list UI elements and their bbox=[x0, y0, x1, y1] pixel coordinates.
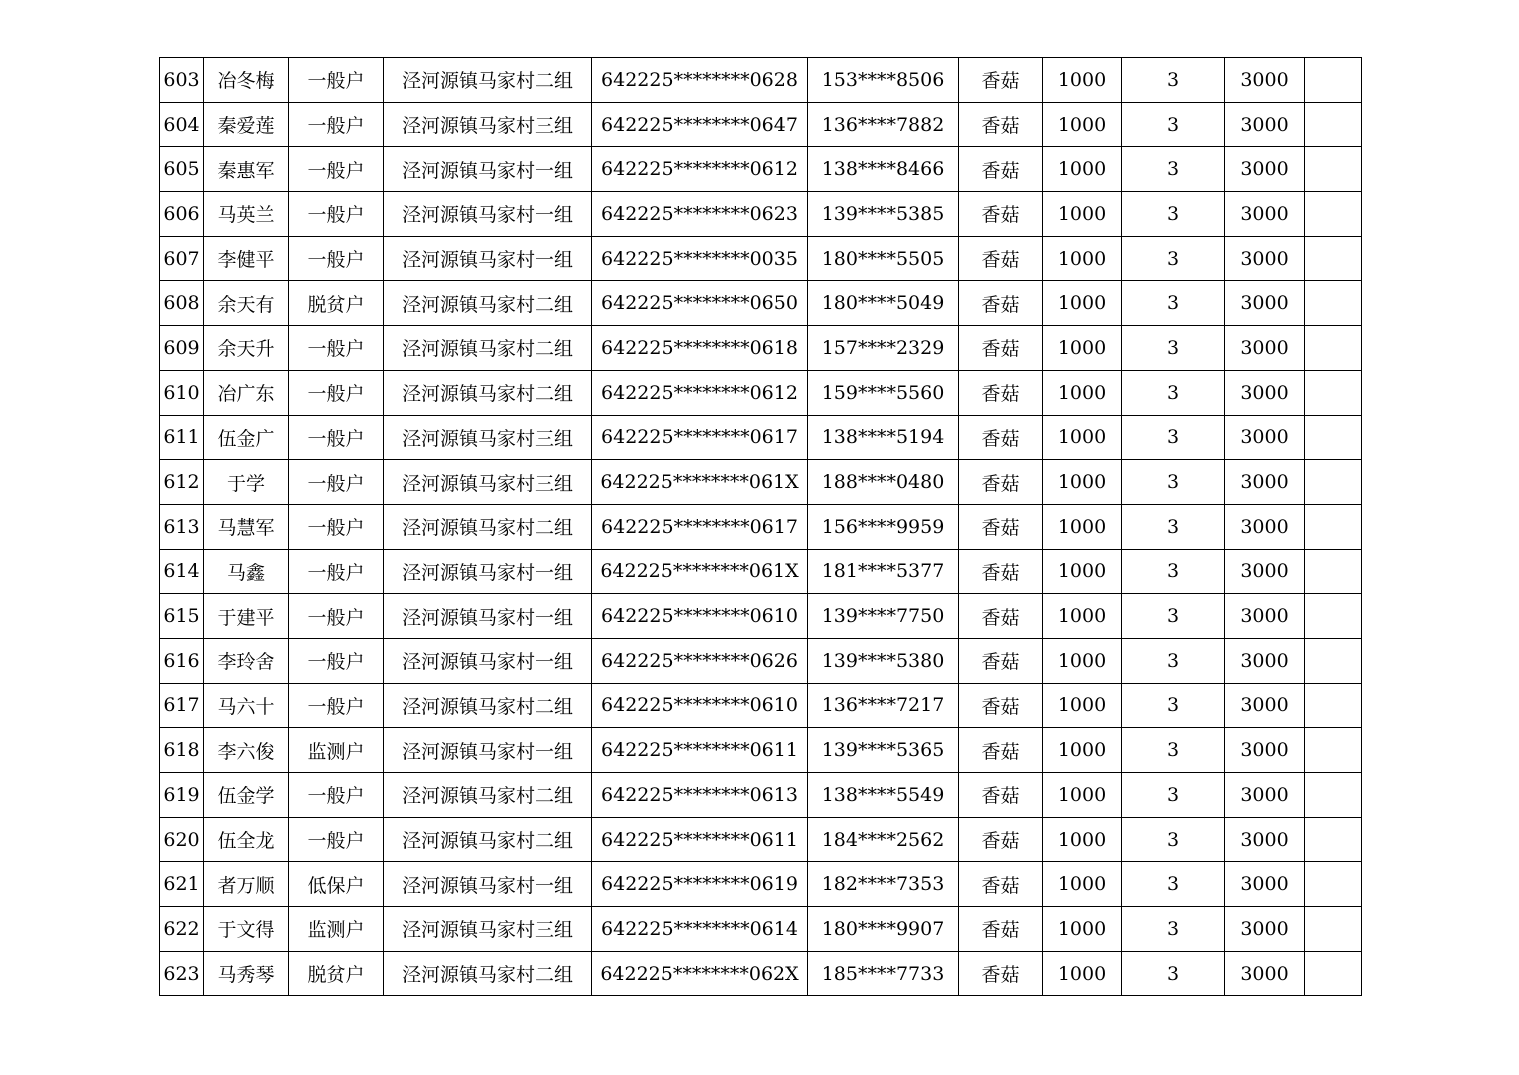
name-cell: 马秀琴 bbox=[204, 951, 289, 996]
total-cell: 3000 bbox=[1225, 58, 1305, 103]
table-row bbox=[160, 594, 1362, 639]
remarks-cell bbox=[1305, 58, 1362, 103]
household-type-cell: 一般户 bbox=[289, 102, 384, 147]
quantity-cell: 1000 bbox=[1043, 58, 1122, 103]
unit-price-cell: 3 bbox=[1122, 281, 1225, 326]
row-number-cell: 623 bbox=[160, 951, 204, 996]
id-number-cell: 642225********062X bbox=[592, 951, 808, 996]
remarks-cell bbox=[1305, 907, 1362, 952]
table-row bbox=[160, 102, 1362, 147]
name-cell: 伍金学 bbox=[204, 773, 289, 818]
quantity-cell: 1000 bbox=[1043, 370, 1122, 415]
phone-cell: 157****2329 bbox=[808, 326, 959, 371]
row-number-cell: 614 bbox=[160, 549, 204, 594]
address-cell: 泾河源镇马家村一组 bbox=[384, 236, 592, 281]
total-cell: 3000 bbox=[1225, 326, 1305, 371]
quantity-cell: 1000 bbox=[1043, 594, 1122, 639]
table-row bbox=[160, 460, 1362, 505]
remarks-cell bbox=[1305, 594, 1362, 639]
household-type-cell: 一般户 bbox=[289, 638, 384, 683]
remarks-cell bbox=[1305, 638, 1362, 683]
remarks-cell bbox=[1305, 817, 1362, 862]
phone-cell: 188****0480 bbox=[808, 460, 959, 505]
total-cell: 3000 bbox=[1225, 370, 1305, 415]
name-cell: 伍全龙 bbox=[204, 817, 289, 862]
address-cell: 泾河源镇马家村二组 bbox=[384, 281, 592, 326]
quantity-cell: 1000 bbox=[1043, 638, 1122, 683]
phone-cell: 181****5377 bbox=[808, 549, 959, 594]
phone-cell: 180****5505 bbox=[808, 236, 959, 281]
remarks-cell bbox=[1305, 415, 1362, 460]
table-row bbox=[160, 192, 1362, 237]
name-cell: 余天有 bbox=[204, 281, 289, 326]
crop-cell: 香菇 bbox=[959, 326, 1043, 371]
quantity-cell: 1000 bbox=[1043, 862, 1122, 907]
unit-price-cell: 3 bbox=[1122, 326, 1225, 371]
total-cell: 3000 bbox=[1225, 638, 1305, 683]
quantity-cell: 1000 bbox=[1043, 907, 1122, 952]
remarks-cell bbox=[1305, 773, 1362, 818]
table-row bbox=[160, 683, 1362, 728]
table-row bbox=[160, 326, 1362, 371]
remarks-cell bbox=[1305, 102, 1362, 147]
address-cell: 泾河源镇马家村一组 bbox=[384, 638, 592, 683]
id-number-cell: 642225********0610 bbox=[592, 594, 808, 639]
address-cell: 泾河源镇马家村二组 bbox=[384, 773, 592, 818]
name-cell: 秦惠军 bbox=[204, 147, 289, 192]
quantity-cell: 1000 bbox=[1043, 281, 1122, 326]
household-type-cell: 一般户 bbox=[289, 236, 384, 281]
row-number-cell: 607 bbox=[160, 236, 204, 281]
remarks-cell bbox=[1305, 504, 1362, 549]
id-number-cell: 642225********0617 bbox=[592, 415, 808, 460]
household-type-cell: 一般户 bbox=[289, 460, 384, 505]
table-row bbox=[160, 281, 1362, 326]
row-number-cell: 622 bbox=[160, 907, 204, 952]
id-number-cell: 642225********0623 bbox=[592, 192, 808, 237]
phone-cell: 156****9959 bbox=[808, 504, 959, 549]
id-number-cell: 642225********0617 bbox=[592, 504, 808, 549]
household-type-cell: 一般户 bbox=[289, 326, 384, 371]
address-cell: 泾河源镇马家村三组 bbox=[384, 907, 592, 952]
id-number-cell: 642225********0618 bbox=[592, 326, 808, 371]
household-type-cell: 一般户 bbox=[289, 192, 384, 237]
unit-price-cell: 3 bbox=[1122, 415, 1225, 460]
table-row bbox=[160, 817, 1362, 862]
household-type-cell: 一般户 bbox=[289, 683, 384, 728]
table-row bbox=[160, 236, 1362, 281]
crop-cell: 香菇 bbox=[959, 236, 1043, 281]
quantity-cell: 1000 bbox=[1043, 415, 1122, 460]
address-cell: 泾河源镇马家村一组 bbox=[384, 192, 592, 237]
crop-cell: 香菇 bbox=[959, 460, 1043, 505]
total-cell: 3000 bbox=[1225, 549, 1305, 594]
household-type-cell: 一般户 bbox=[289, 504, 384, 549]
remarks-cell bbox=[1305, 147, 1362, 192]
quantity-cell: 1000 bbox=[1043, 728, 1122, 773]
household-type-cell: 一般户 bbox=[289, 58, 384, 103]
row-number-cell: 613 bbox=[160, 504, 204, 549]
address-cell: 泾河源镇马家村一组 bbox=[384, 147, 592, 192]
crop-cell: 香菇 bbox=[959, 773, 1043, 818]
row-number-cell: 615 bbox=[160, 594, 204, 639]
phone-cell: 138****5549 bbox=[808, 773, 959, 818]
row-number-cell: 616 bbox=[160, 638, 204, 683]
remarks-cell bbox=[1305, 281, 1362, 326]
quantity-cell: 1000 bbox=[1043, 192, 1122, 237]
total-cell: 3000 bbox=[1225, 683, 1305, 728]
table-row bbox=[160, 638, 1362, 683]
total-cell: 3000 bbox=[1225, 504, 1305, 549]
total-cell: 3000 bbox=[1225, 102, 1305, 147]
quantity-cell: 1000 bbox=[1043, 549, 1122, 594]
crop-cell: 香菇 bbox=[959, 683, 1043, 728]
quantity-cell: 1000 bbox=[1043, 147, 1122, 192]
remarks-cell bbox=[1305, 326, 1362, 371]
remarks-cell bbox=[1305, 236, 1362, 281]
address-cell: 泾河源镇马家村一组 bbox=[384, 728, 592, 773]
phone-cell: 139****7750 bbox=[808, 594, 959, 639]
row-number-cell: 604 bbox=[160, 102, 204, 147]
name-cell: 伍金广 bbox=[204, 415, 289, 460]
household-type-cell: 一般户 bbox=[289, 773, 384, 818]
household-type-cell: 一般户 bbox=[289, 147, 384, 192]
remarks-cell bbox=[1305, 549, 1362, 594]
row-number-cell: 611 bbox=[160, 415, 204, 460]
table-row bbox=[160, 862, 1362, 907]
phone-cell: 138****5194 bbox=[808, 415, 959, 460]
quantity-cell: 1000 bbox=[1043, 504, 1122, 549]
name-cell: 李玲舍 bbox=[204, 638, 289, 683]
row-number-cell: 619 bbox=[160, 773, 204, 818]
table-row bbox=[160, 951, 1362, 996]
total-cell: 3000 bbox=[1225, 773, 1305, 818]
name-cell: 马英兰 bbox=[204, 192, 289, 237]
table-row bbox=[160, 907, 1362, 952]
crop-cell: 香菇 bbox=[959, 728, 1043, 773]
id-number-cell: 642225********0610 bbox=[592, 683, 808, 728]
id-number-cell: 642225********0613 bbox=[592, 773, 808, 818]
crop-cell: 香菇 bbox=[959, 281, 1043, 326]
remarks-cell bbox=[1305, 370, 1362, 415]
row-number-cell: 609 bbox=[160, 326, 204, 371]
quantity-cell: 1000 bbox=[1043, 102, 1122, 147]
id-number-cell: 642225********061X bbox=[592, 460, 808, 505]
quantity-cell: 1000 bbox=[1043, 817, 1122, 862]
name-cell: 秦爱莲 bbox=[204, 102, 289, 147]
name-cell: 马慧军 bbox=[204, 504, 289, 549]
id-number-cell: 642225********0626 bbox=[592, 638, 808, 683]
name-cell: 李健平 bbox=[204, 236, 289, 281]
phone-cell: 159****5560 bbox=[808, 370, 959, 415]
unit-price-cell: 3 bbox=[1122, 504, 1225, 549]
id-number-cell: 642225********0614 bbox=[592, 907, 808, 952]
total-cell: 3000 bbox=[1225, 415, 1305, 460]
address-cell: 泾河源镇马家村二组 bbox=[384, 370, 592, 415]
name-cell: 于文得 bbox=[204, 907, 289, 952]
id-number-cell: 642225********0647 bbox=[592, 102, 808, 147]
quantity-cell: 1000 bbox=[1043, 460, 1122, 505]
crop-cell: 香菇 bbox=[959, 594, 1043, 639]
crop-cell: 香菇 bbox=[959, 58, 1043, 103]
address-cell: 泾河源镇马家村三组 bbox=[384, 460, 592, 505]
unit-price-cell: 3 bbox=[1122, 638, 1225, 683]
crop-cell: 香菇 bbox=[959, 370, 1043, 415]
household-type-cell: 监测户 bbox=[289, 907, 384, 952]
household-type-cell: 一般户 bbox=[289, 817, 384, 862]
id-number-cell: 642225********0619 bbox=[592, 862, 808, 907]
name-cell: 于学 bbox=[204, 460, 289, 505]
row-number-cell: 618 bbox=[160, 728, 204, 773]
phone-cell: 180****5049 bbox=[808, 281, 959, 326]
id-number-cell: 642225********0612 bbox=[592, 147, 808, 192]
crop-cell: 香菇 bbox=[959, 415, 1043, 460]
table-row bbox=[160, 773, 1362, 818]
quantity-cell: 1000 bbox=[1043, 236, 1122, 281]
phone-cell: 184****2562 bbox=[808, 817, 959, 862]
unit-price-cell: 3 bbox=[1122, 728, 1225, 773]
quantity-cell: 1000 bbox=[1043, 326, 1122, 371]
address-cell: 泾河源镇马家村二组 bbox=[384, 817, 592, 862]
id-number-cell: 642225********0650 bbox=[592, 281, 808, 326]
total-cell: 3000 bbox=[1225, 281, 1305, 326]
crop-cell: 香菇 bbox=[959, 907, 1043, 952]
beneficiary-table bbox=[159, 57, 1362, 996]
name-cell: 马六十 bbox=[204, 683, 289, 728]
table-body bbox=[160, 58, 1362, 996]
phone-cell: 139****5385 bbox=[808, 192, 959, 237]
unit-price-cell: 3 bbox=[1122, 549, 1225, 594]
total-cell: 3000 bbox=[1225, 951, 1305, 996]
unit-price-cell: 3 bbox=[1122, 236, 1225, 281]
household-type-cell: 一般户 bbox=[289, 370, 384, 415]
unit-price-cell: 3 bbox=[1122, 58, 1225, 103]
phone-cell: 139****5365 bbox=[808, 728, 959, 773]
crop-cell: 香菇 bbox=[959, 862, 1043, 907]
id-number-cell: 642225********0035 bbox=[592, 236, 808, 281]
id-number-cell: 642225********0611 bbox=[592, 728, 808, 773]
phone-cell: 182****7353 bbox=[808, 862, 959, 907]
unit-price-cell: 3 bbox=[1122, 460, 1225, 505]
phone-cell: 136****7217 bbox=[808, 683, 959, 728]
name-cell: 于建平 bbox=[204, 594, 289, 639]
household-type-cell: 一般户 bbox=[289, 415, 384, 460]
address-cell: 泾河源镇马家村一组 bbox=[384, 594, 592, 639]
unit-price-cell: 3 bbox=[1122, 951, 1225, 996]
total-cell: 3000 bbox=[1225, 460, 1305, 505]
remarks-cell bbox=[1305, 951, 1362, 996]
id-number-cell: 642225********061X bbox=[592, 549, 808, 594]
unit-price-cell: 3 bbox=[1122, 862, 1225, 907]
table-row bbox=[160, 549, 1362, 594]
address-cell: 泾河源镇马家村二组 bbox=[384, 951, 592, 996]
id-number-cell: 642225********0628 bbox=[592, 58, 808, 103]
address-cell: 泾河源镇马家村二组 bbox=[384, 58, 592, 103]
unit-price-cell: 3 bbox=[1122, 683, 1225, 728]
quantity-cell: 1000 bbox=[1043, 773, 1122, 818]
crop-cell: 香菇 bbox=[959, 504, 1043, 549]
row-number-cell: 606 bbox=[160, 192, 204, 237]
quantity-cell: 1000 bbox=[1043, 951, 1122, 996]
table-row bbox=[160, 147, 1362, 192]
total-cell: 3000 bbox=[1225, 594, 1305, 639]
remarks-cell bbox=[1305, 728, 1362, 773]
phone-cell: 139****5380 bbox=[808, 638, 959, 683]
household-type-cell: 监测户 bbox=[289, 728, 384, 773]
address-cell: 泾河源镇马家村一组 bbox=[384, 862, 592, 907]
unit-price-cell: 3 bbox=[1122, 817, 1225, 862]
crop-cell: 香菇 bbox=[959, 192, 1043, 237]
name-cell: 余天升 bbox=[204, 326, 289, 371]
address-cell: 泾河源镇马家村二组 bbox=[384, 504, 592, 549]
household-type-cell: 脱贫户 bbox=[289, 281, 384, 326]
remarks-cell bbox=[1305, 862, 1362, 907]
remarks-cell bbox=[1305, 683, 1362, 728]
unit-price-cell: 3 bbox=[1122, 192, 1225, 237]
address-cell: 泾河源镇马家村二组 bbox=[384, 326, 592, 371]
total-cell: 3000 bbox=[1225, 236, 1305, 281]
name-cell: 者万顺 bbox=[204, 862, 289, 907]
table-row bbox=[160, 504, 1362, 549]
id-number-cell: 642225********0612 bbox=[592, 370, 808, 415]
table-row bbox=[160, 728, 1362, 773]
total-cell: 3000 bbox=[1225, 192, 1305, 237]
address-cell: 泾河源镇马家村三组 bbox=[384, 102, 592, 147]
crop-cell: 香菇 bbox=[959, 102, 1043, 147]
total-cell: 3000 bbox=[1225, 728, 1305, 773]
row-number-cell: 612 bbox=[160, 460, 204, 505]
table-row bbox=[160, 58, 1362, 103]
crop-cell: 香菇 bbox=[959, 817, 1043, 862]
phone-cell: 185****7733 bbox=[808, 951, 959, 996]
total-cell: 3000 bbox=[1225, 907, 1305, 952]
address-cell: 泾河源镇马家村一组 bbox=[384, 549, 592, 594]
name-cell: 马鑫 bbox=[204, 549, 289, 594]
household-type-cell: 一般户 bbox=[289, 549, 384, 594]
household-type-cell: 低保户 bbox=[289, 862, 384, 907]
unit-price-cell: 3 bbox=[1122, 773, 1225, 818]
address-cell: 泾河源镇马家村三组 bbox=[384, 415, 592, 460]
unit-price-cell: 3 bbox=[1122, 102, 1225, 147]
household-type-cell: 一般户 bbox=[289, 594, 384, 639]
phone-cell: 136****7882 bbox=[808, 102, 959, 147]
crop-cell: 香菇 bbox=[959, 638, 1043, 683]
total-cell: 3000 bbox=[1225, 147, 1305, 192]
id-number-cell: 642225********0611 bbox=[592, 817, 808, 862]
name-cell: 冶冬梅 bbox=[204, 58, 289, 103]
row-number-cell: 620 bbox=[160, 817, 204, 862]
phone-cell: 153****8506 bbox=[808, 58, 959, 103]
remarks-cell bbox=[1305, 192, 1362, 237]
unit-price-cell: 3 bbox=[1122, 594, 1225, 639]
unit-price-cell: 3 bbox=[1122, 147, 1225, 192]
name-cell: 李六俊 bbox=[204, 728, 289, 773]
crop-cell: 香菇 bbox=[959, 549, 1043, 594]
household-type-cell: 脱贫户 bbox=[289, 951, 384, 996]
row-number-cell: 621 bbox=[160, 862, 204, 907]
row-number-cell: 610 bbox=[160, 370, 204, 415]
unit-price-cell: 3 bbox=[1122, 907, 1225, 952]
table-row bbox=[160, 370, 1362, 415]
row-number-cell: 617 bbox=[160, 683, 204, 728]
total-cell: 3000 bbox=[1225, 862, 1305, 907]
phone-cell: 180****9907 bbox=[808, 907, 959, 952]
remarks-cell bbox=[1305, 460, 1362, 505]
row-number-cell: 603 bbox=[160, 58, 204, 103]
crop-cell: 香菇 bbox=[959, 951, 1043, 996]
address-cell: 泾河源镇马家村二组 bbox=[384, 683, 592, 728]
row-number-cell: 608 bbox=[160, 281, 204, 326]
phone-cell: 138****8466 bbox=[808, 147, 959, 192]
row-number-cell: 605 bbox=[160, 147, 204, 192]
crop-cell: 香菇 bbox=[959, 147, 1043, 192]
name-cell: 冶广东 bbox=[204, 370, 289, 415]
quantity-cell: 1000 bbox=[1043, 683, 1122, 728]
unit-price-cell: 3 bbox=[1122, 370, 1225, 415]
table-row bbox=[160, 415, 1362, 460]
total-cell: 3000 bbox=[1225, 817, 1305, 862]
